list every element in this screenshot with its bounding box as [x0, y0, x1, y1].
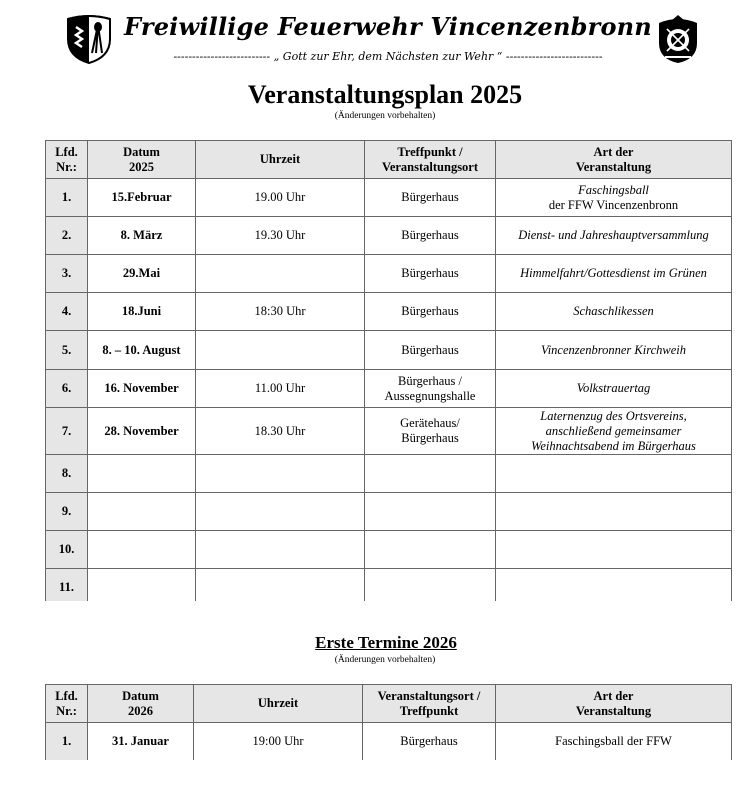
table-row [46, 493, 732, 531]
cell-nr: 6. [46, 370, 88, 408]
cell-uhrzeit [196, 531, 365, 569]
cell-uhrzeit: 18:30 Uhr [196, 293, 365, 331]
cell-ort: Bürgerhaus [365, 217, 496, 255]
cell-datum: 18.Juni [88, 293, 196, 331]
cell-uhrzeit: 19.30 Uhr [196, 217, 365, 255]
col-header-art: Art der Veranstaltung [496, 685, 732, 723]
col-header-datum: Datum 2026 [88, 685, 194, 723]
table-row [46, 531, 732, 569]
cell-ort [365, 455, 496, 493]
cell-art-line: der FFW Vincenzenbronn [548, 197, 679, 212]
col-header-ort: Veranstaltungsort / Treffpunkt [363, 685, 496, 723]
org-name: Freiwillige Feuerwehr Vincenzenbronn [124, 12, 652, 41]
cell-datum: 31. Januar [88, 723, 194, 761]
table-header-row [46, 685, 732, 723]
col-header-nr: Lfd. Nr.: [46, 141, 88, 179]
cell-nr: 3. [46, 255, 88, 293]
plan-2026-table [45, 684, 732, 761]
col-header-art: Art der Veranstaltung [496, 141, 732, 179]
cell-uhrzeit: 18.30 Uhr [196, 408, 365, 455]
cell-art [496, 493, 732, 531]
page-header [0, 0, 756, 80]
cell-nr: 7. [46, 408, 88, 455]
cell-uhrzeit: 11.00 Uhr [196, 370, 365, 408]
cell-ort: Bürgerhaus / Aussegnungshalle [365, 370, 496, 408]
cell-art: Dienst- und Jahreshauptversammlung [496, 217, 732, 255]
cell-datum: 16. November [88, 370, 196, 408]
cell-nr: 4. [46, 293, 88, 331]
cell-uhrzeit [196, 331, 365, 370]
cell-art: Faschingsball der FFW [496, 723, 732, 761]
plan-2025-note: (Änderungen vorbehalten) [334, 111, 436, 121]
cell-nr: 11. [46, 569, 88, 607]
cell-nr: 5. [46, 331, 88, 370]
col-header-datum: Datum 2025 [88, 141, 196, 179]
cell-art: Himmelfahrt/Gottesdienst im Grünen [496, 255, 732, 293]
plan-2026-note: (Änderungen vorbehalten) [334, 655, 436, 665]
cell-art-line: Faschingsball [578, 182, 649, 197]
fire-brigade-emblem-icon [655, 13, 701, 65]
page-bottom [40, 760, 740, 800]
cell-art: Schaschlikessen [496, 293, 732, 331]
cell-uhrzeit [196, 455, 365, 493]
table-row [46, 370, 732, 408]
cell-datum: 8. März [88, 217, 196, 255]
table-row [46, 293, 732, 331]
plan-2026-title: Erste Termine 2026 [315, 633, 457, 652]
cell-nr: 2. [46, 217, 88, 255]
cell-art: Volkstrauertag [496, 370, 732, 408]
cell-datum: 15.Februar [88, 179, 196, 217]
table-row [46, 408, 732, 455]
cell-nr: 8. [46, 455, 88, 493]
cell-datum: 29.Mai [88, 255, 196, 293]
cell-datum: 8. – 10. August [88, 331, 196, 370]
cell-nr: 1. [46, 179, 88, 217]
cell-art [496, 455, 732, 493]
col-header-nr: Lfd. Nr.: [46, 685, 88, 723]
cell-datum [88, 531, 196, 569]
cell-datum [88, 455, 196, 493]
cell-ort: Bürgerhaus [363, 723, 496, 761]
cell-art: Laternenzug des Ortsvereins, anschließend gemeinsamer Weihnachtsabend im Bürgerhaus [496, 408, 732, 455]
col-header-uhrzeit: Uhrzeit [196, 141, 365, 179]
cell-ort [365, 493, 496, 531]
cell-uhrzeit: 19.00 Uhr [196, 179, 365, 217]
cell-art: Vincenzenbronner Kirchweih [496, 331, 732, 370]
plan-2025-table [45, 140, 732, 607]
table-row [46, 331, 732, 370]
table-row [46, 217, 732, 255]
cell-datum: 28. November [88, 408, 196, 455]
table-row [46, 723, 732, 761]
table-row [46, 455, 732, 493]
table-row [46, 255, 732, 293]
plan-2025-title: Veranstaltungsplan 2025 [247, 80, 523, 109]
cell-ort: Bürgerhaus [365, 293, 496, 331]
cell-datum [88, 493, 196, 531]
cell-uhrzeit: 19:00 Uhr [194, 723, 363, 761]
col-header-ort: Treffpunkt / Veranstaltungsort [365, 141, 496, 179]
table-row [46, 179, 732, 217]
cell-ort: Bürgerhaus [365, 255, 496, 293]
cell-nr: 1. [46, 723, 88, 761]
cell-nr: 9. [46, 493, 88, 531]
motto: -------------------------- „ Gott zur Ehr, dem Nächsten zur Wehr “ -------------------------- [173, 50, 603, 63]
cell-uhrzeit [196, 255, 365, 293]
page-gap [40, 601, 740, 621]
table-header-row [46, 141, 732, 179]
cell-art [496, 531, 732, 569]
cell-uhrzeit [196, 493, 365, 531]
cell-ort: Gerätehaus/ Bürgerhaus [365, 408, 496, 455]
cell-art [496, 179, 732, 217]
cell-ort: Bürgerhaus [365, 179, 496, 217]
cell-nr: 10. [46, 531, 88, 569]
cell-ort [365, 531, 496, 569]
col-header-uhrzeit: Uhrzeit [194, 685, 363, 723]
cell-ort: Bürgerhaus [365, 331, 496, 370]
